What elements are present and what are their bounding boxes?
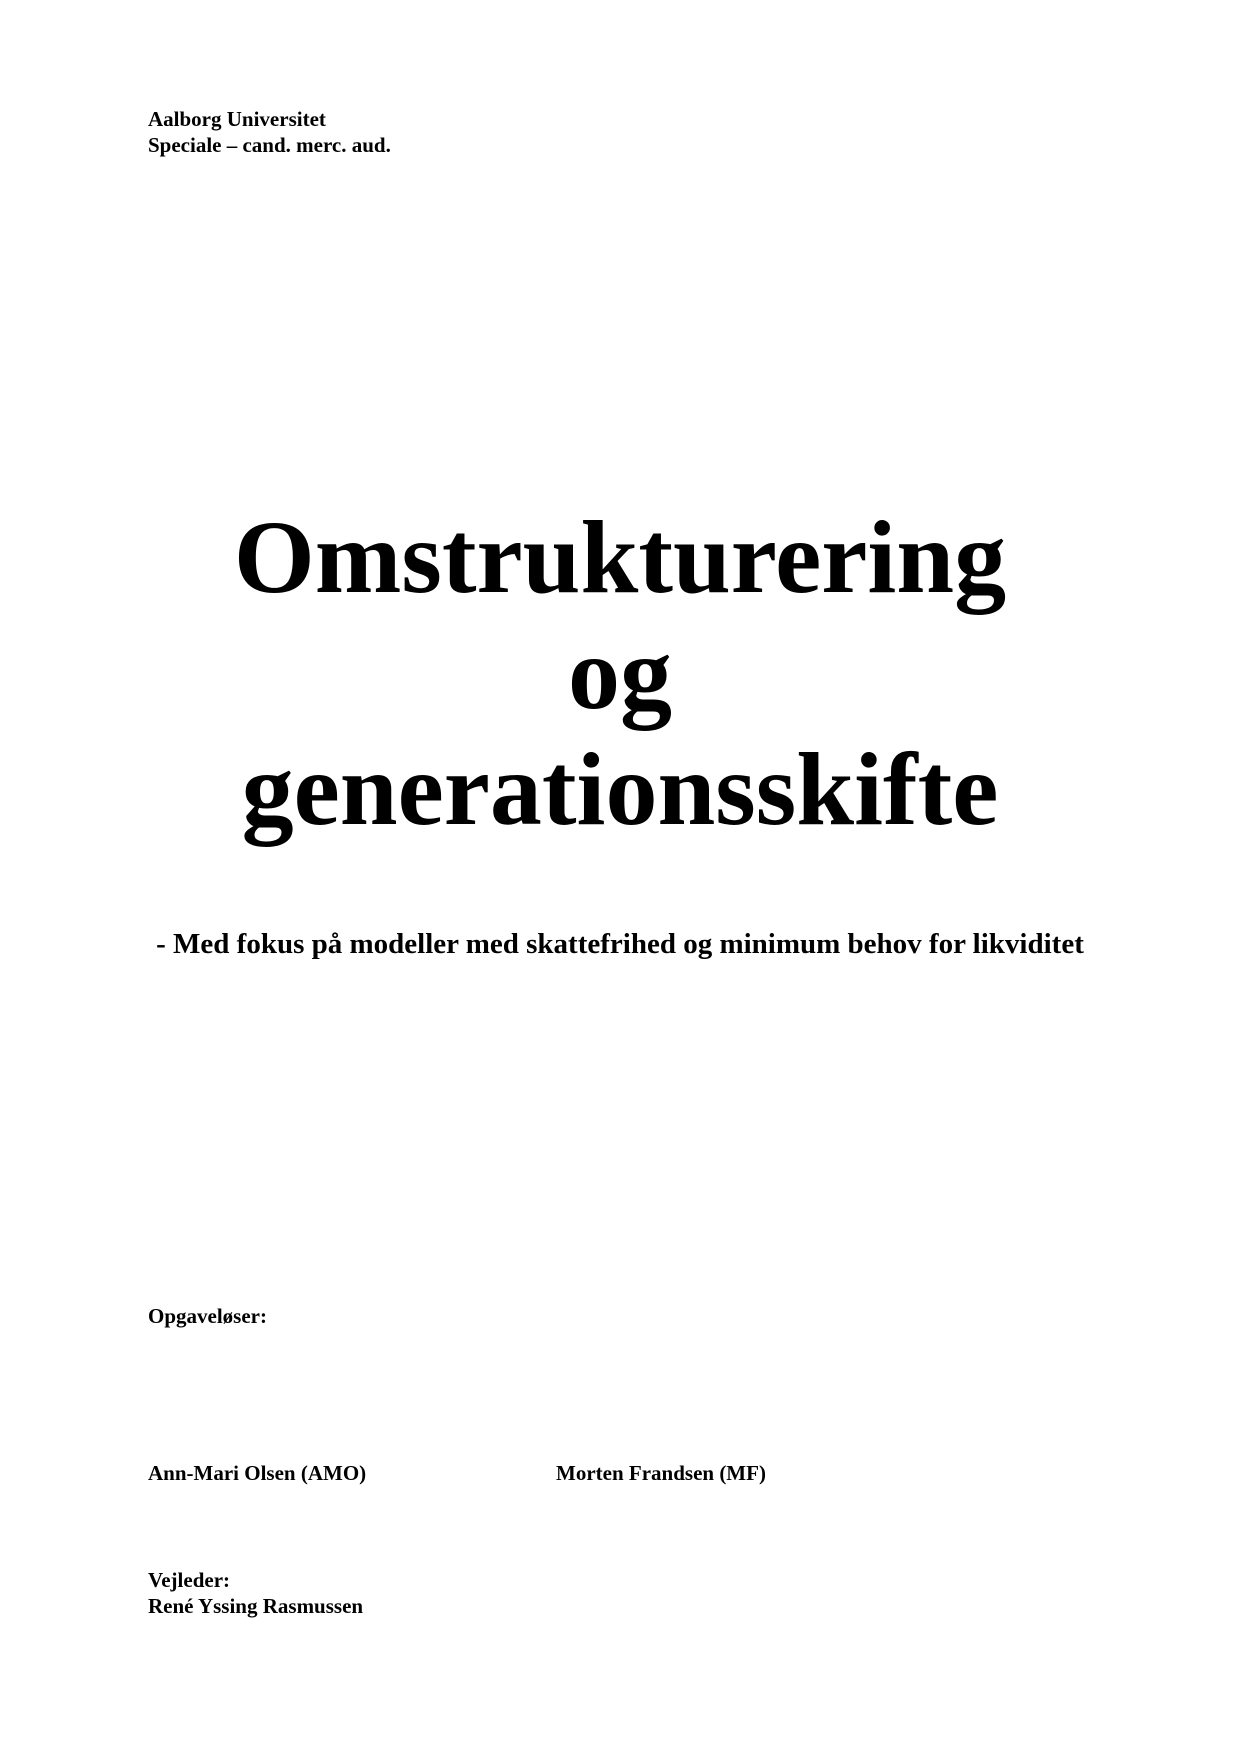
program-name: Speciale – cand. merc. aud. [148,133,391,157]
university-name: Aalborg Universitet [148,107,326,131]
title-line-3: generationsskifte [241,732,999,847]
supervisor-name: René Yssing Rasmussen [148,1594,364,1618]
document-subtitle: - Med fokus på modeller med skattefrihed og minimum behov for likviditet [156,928,1084,960]
author-name-2: Morten Frandsen (MF) [556,1461,766,1485]
authors-label: Opgaveløser: [148,1304,267,1328]
title-line-2: og [568,616,672,731]
title-line-1: Omstrukturering [233,500,1007,615]
page-header [148,106,391,158]
supervisor-label: Vejleder: [148,1568,231,1592]
author-name-1: Ann-Mari Olsen (AMO) [148,1461,367,1485]
document-title [0,500,1240,848]
supervisor-block [148,1567,363,1619]
